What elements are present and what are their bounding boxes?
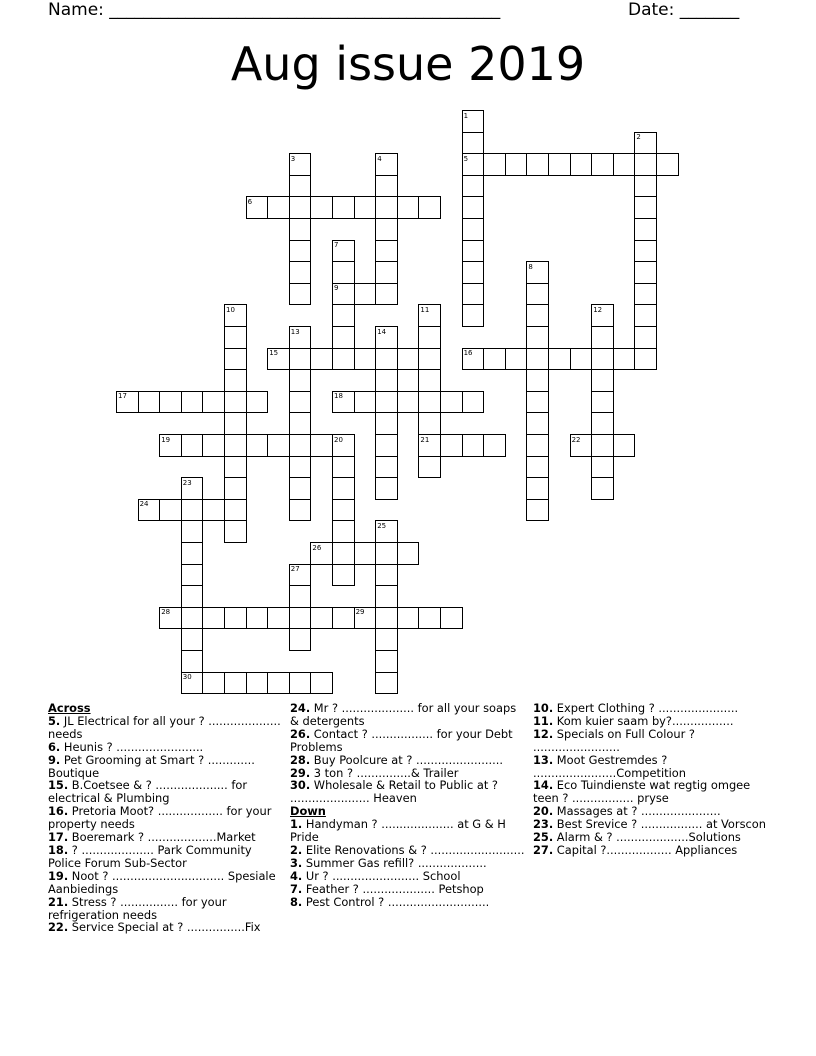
grid-cell[interactable] <box>224 607 247 630</box>
clue-number-label: 7 <box>334 241 339 250</box>
grid-cell[interactable] <box>613 434 636 457</box>
grid-cell[interactable] <box>138 391 161 414</box>
grid-cell[interactable] <box>634 348 657 371</box>
clue-number-label: 12 <box>593 305 603 314</box>
grid-cell[interactable] <box>634 218 657 241</box>
across-heading: Across <box>48 701 91 715</box>
grid-cell[interactable] <box>289 477 312 500</box>
grid-cell[interactable] <box>634 326 657 349</box>
down-clue: 8. Pest Control ? ............................ <box>290 894 490 909</box>
clue-number-label: 11 <box>420 305 430 314</box>
clue-number-label: 30 <box>182 673 192 682</box>
grid-cell[interactable] <box>289 175 312 198</box>
grid-cell[interactable] <box>634 153 657 176</box>
grid-cell[interactable] <box>375 261 398 284</box>
grid-cell[interactable] <box>526 304 549 327</box>
grid-cell[interactable] <box>418 326 441 349</box>
grid-cell[interactable] <box>375 564 398 587</box>
across-clue: 21. Stress ? ................ for your refrigeration needs <box>48 894 227 922</box>
grid-cell[interactable] <box>246 607 269 630</box>
grid-cell[interactable] <box>397 542 420 565</box>
grid-cell[interactable] <box>310 196 333 219</box>
grid-cell[interactable] <box>634 175 657 198</box>
grid-cell[interactable] <box>289 283 312 306</box>
grid-cell[interactable] <box>354 196 377 219</box>
grid-cell[interactable] <box>548 348 571 371</box>
grid-cell[interactable] <box>634 304 657 327</box>
grid-cell[interactable] <box>224 477 247 500</box>
clue-number-label: 20 <box>334 435 343 444</box>
grid-cell[interactable] <box>310 672 333 695</box>
grid-cell[interactable] <box>267 672 290 695</box>
grid-cell[interactable] <box>202 434 225 457</box>
grid-cell[interactable] <box>224 326 247 349</box>
grid-cell[interactable] <box>375 240 398 263</box>
grid-cell[interactable] <box>224 672 247 695</box>
grid-cell[interactable] <box>591 348 614 371</box>
grid-cell[interactable] <box>354 542 377 565</box>
grid-cell[interactable] <box>526 283 549 306</box>
grid-cell[interactable] <box>526 434 549 457</box>
grid-cell[interactable] <box>526 499 549 522</box>
down-heading: Down <box>290 804 326 819</box>
down-clue: 23. Best Srevice ? ................. at Vorscon <box>533 817 766 832</box>
grid-cell[interactable] <box>181 628 204 651</box>
down-clue: 13. Moot Gestremdes ? .......................Competition <box>533 752 686 780</box>
grid-cell[interactable] <box>267 434 290 457</box>
grid-cell[interactable] <box>418 369 441 392</box>
grid-cell[interactable] <box>289 369 312 392</box>
grid-cell[interactable] <box>310 434 333 457</box>
grid-cell[interactable] <box>181 650 204 673</box>
grid-cell[interactable] <box>289 499 312 522</box>
grid-cell[interactable] <box>526 348 549 371</box>
grid-cell[interactable] <box>375 607 398 630</box>
grid-cell[interactable] <box>332 261 355 284</box>
grid-cell[interactable] <box>613 153 636 176</box>
grid-cell[interactable] <box>159 499 182 522</box>
grid-cell[interactable] <box>246 434 269 457</box>
grid-cell[interactable] <box>332 304 355 327</box>
grid-cell[interactable] <box>332 607 355 630</box>
clue-number-label: 15 <box>269 349 279 358</box>
grid-cell[interactable] <box>224 412 247 435</box>
clue-number-label: 28 <box>161 608 171 617</box>
grid-cell[interactable] <box>289 412 312 435</box>
down-clue: 12. Specials on Full Colour ? ........................ <box>533 726 695 754</box>
grid-cell[interactable] <box>181 607 204 630</box>
grid-cell[interactable] <box>440 607 463 630</box>
clue-number-label: 9 <box>334 284 339 293</box>
grid-cell[interactable] <box>505 348 528 371</box>
grid-cell[interactable] <box>224 391 247 414</box>
grid-cell[interactable] <box>289 456 312 479</box>
across-clues-column-1 <box>48 702 284 934</box>
grid-cell[interactable] <box>462 196 485 219</box>
grid-cell[interactable] <box>310 607 333 630</box>
grid-cell[interactable] <box>181 391 204 414</box>
grid-cell[interactable] <box>332 520 355 543</box>
down-clues-column-3 <box>533 702 769 857</box>
grid-cell[interactable] <box>526 412 549 435</box>
grid-cell[interactable] <box>462 391 485 414</box>
across-clue: 18. ? .................... Park Community Police Forum Sub-Sector <box>48 842 252 870</box>
grid-cell[interactable] <box>159 391 182 414</box>
across-clue: 28. Buy Poolcure at ? ........................ <box>290 752 503 767</box>
grid-cell[interactable] <box>202 391 225 414</box>
across-clue: 6. Heunis ? ........................ <box>48 739 204 754</box>
clue-number-label: 16 <box>463 349 473 358</box>
grid-cell[interactable] <box>591 412 614 435</box>
grid-cell[interactable] <box>332 477 355 500</box>
grid-cell[interactable] <box>462 283 485 306</box>
clue-number-label: 27 <box>290 565 300 574</box>
grid-cell[interactable] <box>483 434 506 457</box>
grid-cell[interactable] <box>526 326 549 349</box>
grid-cell[interactable] <box>591 391 614 414</box>
grid-cell[interactable] <box>332 456 355 479</box>
down-clue: 3. Summer Gas refill? ................... <box>290 855 487 870</box>
clue-number-label: 13 <box>290 327 300 336</box>
across-clue: 9. Pet Grooming at Smart ? ............. Boutique <box>48 752 255 780</box>
grid-cell[interactable] <box>375 672 398 695</box>
grid-cell[interactable] <box>397 348 420 371</box>
grid-cell[interactable] <box>354 283 377 306</box>
grid-cell[interactable] <box>375 196 398 219</box>
across-clue: 22. Service Special at ? ................Fix <box>48 920 261 935</box>
grid-cell[interactable] <box>181 564 204 587</box>
grid-cell[interactable] <box>289 628 312 651</box>
grid-cell[interactable] <box>418 412 441 435</box>
grid-cell[interactable] <box>289 585 312 608</box>
clue-number-label: 29 <box>355 608 365 617</box>
clue-number-label: 10 <box>226 305 235 314</box>
grid-cell[interactable] <box>375 542 398 565</box>
grid-cell[interactable] <box>418 607 441 630</box>
across-clue: 5. JL Electrical for all your ? .................... needs <box>48 713 281 741</box>
clue-number-label: 8 <box>528 262 533 271</box>
grid-cell[interactable] <box>375 650 398 673</box>
clues-column-2 <box>290 702 526 909</box>
clue-number-label: 18 <box>334 392 343 401</box>
grid-cell[interactable] <box>462 304 485 327</box>
page-title: Aug issue 2019 <box>230 37 586 91</box>
grid-cell[interactable] <box>181 542 204 565</box>
clue-number-label: 4 <box>377 154 382 163</box>
grid-cell[interactable] <box>591 477 614 500</box>
grid-cell[interactable] <box>375 628 398 651</box>
grid-cell[interactable] <box>289 218 312 241</box>
across-clue: 24. Mr ? .................... for all your soaps & detergents <box>290 701 517 728</box>
clue-number-label: 1 <box>463 111 469 120</box>
grid-cell[interactable] <box>224 520 247 543</box>
grid-cell[interactable] <box>570 348 593 371</box>
down-clue: 25. Alarm & ? ....................Solutions <box>533 830 741 845</box>
grid-cell[interactable] <box>267 196 290 219</box>
grid-cell[interactable] <box>289 240 312 263</box>
clue-number-label: 14 <box>377 327 387 336</box>
grid-cell[interactable] <box>375 412 398 435</box>
grid-cell[interactable] <box>289 196 312 219</box>
grid-cell[interactable] <box>375 585 398 608</box>
grid-cell[interactable] <box>483 348 506 371</box>
down-clue: 27. Capital ?.................. Appliances <box>533 842 738 857</box>
grid-cell[interactable] <box>181 585 204 608</box>
grid-cell[interactable] <box>375 456 398 479</box>
grid-cell[interactable] <box>526 369 549 392</box>
grid-cell[interactable] <box>354 391 377 414</box>
clue-number-label: 26 <box>312 543 322 552</box>
grid-cell[interactable] <box>375 283 398 306</box>
down-clue: 14. Eco Tuindienste wat regtig omgee teen ? ................. pryse <box>533 778 751 806</box>
grid-cell[interactable] <box>462 434 485 457</box>
grid-cell[interactable] <box>289 434 312 457</box>
grid-cell[interactable] <box>375 369 398 392</box>
grid-cell[interactable] <box>246 672 269 695</box>
grid-cell[interactable] <box>397 391 420 414</box>
grid-cell[interactable] <box>548 153 571 176</box>
grid-cell[interactable] <box>246 391 269 414</box>
across-clue: 17. Boeremark ? ...................Market <box>48 830 256 845</box>
across-clue: 16. Pretoria Moot? .................. for your property needs <box>48 804 272 832</box>
grid-cell[interactable] <box>181 520 204 543</box>
across-clue: 29. 3 ton ? ...............& Trailer <box>290 765 459 780</box>
grid-cell[interactable] <box>224 348 247 371</box>
down-clue: 4. Ur ? ........................ School <box>290 868 461 883</box>
grid-cell[interactable] <box>462 132 485 155</box>
grid-cell[interactable] <box>526 477 549 500</box>
grid-cell[interactable] <box>310 348 333 371</box>
grid-cell[interactable] <box>397 196 420 219</box>
down-clue: 10. Expert Clothing ? ...................... <box>533 701 739 715</box>
grid-cell[interactable] <box>570 153 593 176</box>
clue-number-label: 24 <box>139 500 149 509</box>
clue-number-label: 23 <box>182 478 192 487</box>
grid-cell[interactable] <box>591 456 614 479</box>
grid-cell[interactable] <box>375 391 398 414</box>
grid-cell[interactable] <box>181 434 204 457</box>
across-clue: 15. B.Coetsee & ? .................... for electrical & Plumbing <box>48 778 248 806</box>
grid-cell[interactable] <box>634 261 657 284</box>
clue-number-label: 17 <box>118 392 127 401</box>
grid-cell[interactable] <box>202 499 225 522</box>
grid-cell[interactable] <box>332 542 355 565</box>
grid-cell[interactable] <box>267 607 290 630</box>
grid-cell[interactable] <box>591 369 614 392</box>
grid-cell[interactable] <box>462 240 485 263</box>
down-clue: 11. Kom kuier saam by?................. <box>533 713 734 728</box>
grid-cell[interactable] <box>332 348 355 371</box>
grid-cell[interactable] <box>332 326 355 349</box>
grid-cell[interactable] <box>591 153 614 176</box>
grid-cell[interactable] <box>397 607 420 630</box>
down-clue: 7. Feather ? .................... Petshop <box>290 881 484 896</box>
clue-number-label: 25 <box>377 521 387 530</box>
clue-number-label: 22 <box>571 435 581 444</box>
name-field-label: Name: ______________________________________________ <box>48 0 501 20</box>
grid-cell[interactable] <box>634 283 657 306</box>
grid-cell[interactable] <box>332 196 355 219</box>
grid-cell[interactable] <box>483 153 506 176</box>
down-clue: 1. Handyman ? .................... at G & H Pride <box>290 817 506 845</box>
down-clue: 2. Elite Renovations & ? .......................... <box>290 842 525 857</box>
grid-cell[interactable] <box>462 175 485 198</box>
clue-number-label: 5 <box>463 154 469 163</box>
grid-cell[interactable] <box>418 196 441 219</box>
grid-cell[interactable] <box>634 196 657 219</box>
grid-cell[interactable] <box>375 218 398 241</box>
across-clue: 26. Contact ? ................. for your Debt Problems <box>290 726 513 754</box>
date-field-label: Date: _______ <box>628 0 740 20</box>
clue-number-label: 2 <box>636 133 641 142</box>
grid-cell[interactable] <box>224 434 247 457</box>
down-clue: 20. Massages at ? ...................... <box>533 804 721 819</box>
grid-cell[interactable] <box>202 607 225 630</box>
grid-cell[interactable] <box>289 672 312 695</box>
grid-cell[interactable] <box>289 348 312 371</box>
across-clue: 30. Wholesale & Retail to Public at ? ...................... Heaven <box>290 778 498 806</box>
grid-cell[interactable] <box>634 240 657 263</box>
grid-cell[interactable] <box>202 672 225 695</box>
grid-cell[interactable] <box>375 175 398 198</box>
clue-number-label: 21 <box>420 435 430 444</box>
grid-cell[interactable] <box>289 391 312 414</box>
grid-cell[interactable] <box>462 218 485 241</box>
grid-cell[interactable] <box>332 564 355 587</box>
grid-cell[interactable] <box>224 499 247 522</box>
grid-cell[interactable] <box>418 456 441 479</box>
grid-cell[interactable] <box>526 153 549 176</box>
grid-cell[interactable] <box>181 499 204 522</box>
grid-cell[interactable] <box>462 261 485 284</box>
grid-cell[interactable] <box>591 326 614 349</box>
grid-cell[interactable] <box>505 153 528 176</box>
clue-number-label: 19 <box>161 435 171 444</box>
grid-cell[interactable] <box>354 348 377 371</box>
grid-cell[interactable] <box>332 499 355 522</box>
grid-cell[interactable] <box>289 261 312 284</box>
grid-cell[interactable] <box>440 434 463 457</box>
clue-number-label: 6 <box>247 197 253 206</box>
grid-cell[interactable] <box>375 477 398 500</box>
grid-cell[interactable] <box>375 434 398 457</box>
grid-cell[interactable] <box>375 348 398 371</box>
grid-cell[interactable] <box>613 348 636 371</box>
across-clue: 19. Noot ? ............................... Spesiale Aanbiedings <box>48 868 276 896</box>
grid-cell[interactable] <box>526 456 549 479</box>
grid-cell[interactable] <box>224 369 247 392</box>
grid-cell[interactable] <box>526 391 549 414</box>
grid-cell[interactable] <box>224 456 247 479</box>
grid-cell[interactable] <box>289 607 312 630</box>
grid-cell[interactable] <box>591 434 614 457</box>
grid-cell[interactable] <box>656 153 679 176</box>
clue-number-label: 3 <box>290 154 296 163</box>
grid-cell[interactable] <box>418 391 441 414</box>
grid-cell[interactable] <box>440 391 463 414</box>
grid-cell[interactable] <box>418 348 441 371</box>
